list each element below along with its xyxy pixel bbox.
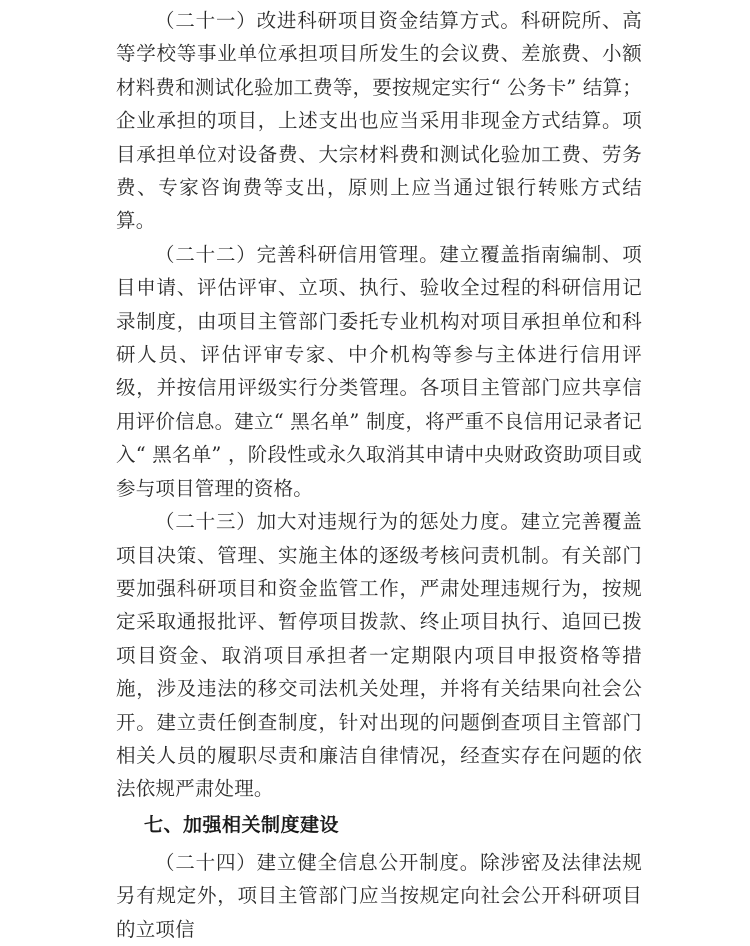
document-page: [116, 0, 642, 946]
section-heading: 七、加强相关制度建设: [144, 813, 340, 836]
paragraph-21: （二十一）改进科研项目资金结算方式。科研院所、高等学校等事业单位承担项目所发生的会议费、差旅费、小额材料费和测试化验加工费等，要按规定实行“ 公务卡” 结算；企业承担的项目，上述支出也应当采用非现金方式结算。项目承担单位对设备费、大宗材料费和测试化验加工费、劳务费、专家咨询费等支出，原则上应当通过银行转账方式结算。: [116, 9, 642, 233]
paragraph-22: （二十二）完善科研信用管理。建立覆盖指南编制、项目申请、评估评审、立项、执行、验收全过程的科研信用记录制度，由项目主管部门委托专业机构对项目承担单位和科研人员、评估评审专家、中介机构等参与主体进行信用评级，并按信用评级实行分类管理。各项目主管部门应共享信用评价信息。建立“ 黑名单” 制度，将严重不良信用记录者记入“ 黑名单” ，阶段性或永久取消其申请中央财政资助项目或参与项目管理的资格。: [116, 242, 642, 500]
paragraph-23: （二十三）加大对违规行为的惩处力度。建立完善覆盖项目决策、管理、实施主体的逐级考核问责机制。有关部门要加强科研项目和资金监管工作，严肃处理违规行为，按规定采取通报批评、暂停项目拨款、终止项目执行、追回已拨项目资金、取消项目承担者一定期限内项目申报资格等措施，涉及违法的移交司法机关处理，并将有关结果向社会公开。建立责任倒查制度，针对出现的问题倒查项目主管部门相关人员的履职尽责和廉洁自律情况，经查实存在问题的依法依规严肃处理。: [116, 510, 642, 801]
paragraph-24: （二十四）建立健全信息公开制度。除涉密及法律法规另有规定外，项目主管部门应当按规定向社会公开科研项目的立项信: [116, 850, 642, 941]
